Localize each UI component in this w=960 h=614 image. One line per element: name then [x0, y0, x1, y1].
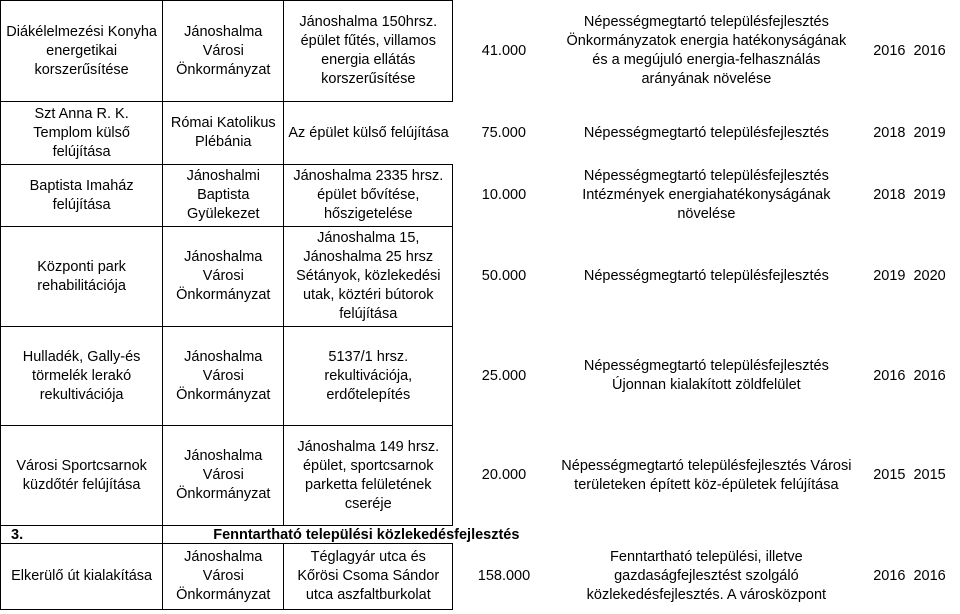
project-location: Jánoshalma 2335 hrsz. épület bővítése, hőszigetelése	[284, 165, 453, 227]
funding-program: Népességmegtartó településfejlesztés Intézmények energiahatékonyságának növelése	[582, 168, 831, 222]
beneficiary: Jánoshalmi Baptista Gyülekezet	[163, 165, 284, 227]
start-year: 2015	[873, 467, 906, 483]
project-location: 5137/1 hrsz. rekultivációja, erdőtelepítés	[284, 327, 453, 426]
project-amount: 50.000	[481, 268, 527, 284]
table-row	[1, 327, 960, 426]
table-row	[1, 227, 960, 327]
funding-program: Népességmegtartó településfejlesztés Önkormányzatok energia hatékonyságának és a megújuló energia-felhasználás arányának növelése	[566, 14, 847, 87]
project-amount: 25.000	[481, 367, 527, 384]
beneficiary: Jánoshalma Városi Önkormányzat	[163, 227, 284, 327]
start-year: 2016	[873, 568, 906, 584]
project-location: Az épület külső felújítása	[288, 124, 449, 141]
funding-program: Fenntartható települési, illetve gazdaságfejlesztést szolgáló közlekedésfejlesztés. A városközpont	[586, 549, 827, 603]
start-year: 2018	[873, 187, 906, 203]
end-year: 2019	[913, 187, 946, 203]
end-year: 2019	[913, 124, 946, 141]
project-location: Téglagyár utca és Kőrösi Csoma Sándor utca aszfaltburkolat	[284, 544, 453, 610]
section-title: Fenntartható települési közlekedésfejlesztés	[213, 526, 520, 543]
end-year: 2016	[913, 42, 946, 59]
project-name: Hulladék, Gally-és törmelék lerakó rekultivációja	[1, 327, 163, 426]
project-name: Baptista Imaház felújítása	[1, 165, 163, 227]
funding-program: Népességmegtartó településfejlesztés	[583, 124, 829, 141]
project-name: Elkerülő út kialakítása	[1, 544, 163, 610]
project-name: Szt Anna R. K. Templom külső felújítása	[1, 102, 163, 165]
section-number: 3.	[1, 526, 163, 544]
end-year: 2016	[913, 568, 946, 584]
project-amount: 10.000	[481, 187, 527, 203]
table-row	[1, 1, 960, 102]
end-year: 2015	[913, 467, 946, 483]
end-year: 2016	[913, 367, 946, 384]
project-amount: 41.000	[481, 42, 527, 59]
project-amount: 75.000	[481, 124, 526, 141]
table-row	[1, 426, 960, 526]
beneficiary: Jánoshalma Városi Önkormányzat	[163, 544, 284, 610]
project-location: Jánoshalma 150hrsz. épület fűtés, villamos energia ellátás korszerűsítése	[284, 1, 453, 102]
beneficiary: Római Katolikus Plébánia	[163, 102, 284, 165]
funding-program: Népességmegtartó településfejlesztés	[583, 268, 829, 284]
end-year: 2020	[913, 268, 946, 284]
funding-program: Népességmegtartó településfejlesztés Városi területeken épített köz-épületek felújítása	[561, 457, 852, 493]
beneficiary: Jánoshalma Városi Önkormányzat	[163, 1, 284, 102]
start-year: 2016	[873, 367, 906, 384]
table-row	[1, 102, 960, 165]
table-row	[1, 544, 960, 610]
project-location: Jánoshalma 149 hrsz. épület, sportcsarnok parketta felületének cseréje	[284, 426, 453, 526]
start-year: 2019	[873, 268, 906, 284]
start-year: 2016	[873, 42, 906, 59]
section-header-row	[1, 526, 960, 544]
funding-program: Népességmegtartó településfejlesztés Újonnan kialakított zöldfelület	[583, 358, 829, 393]
beneficiary: Jánoshalma Városi Önkormányzat	[163, 327, 284, 426]
project-name: Városi Sportcsarnok küzdőtér felújítása	[1, 426, 163, 526]
project-amount: 158.000	[477, 568, 531, 584]
start-year: 2018	[873, 124, 906, 141]
project-amount: 20.000	[481, 467, 527, 483]
beneficiary: Jánoshalma Városi Önkormányzat	[163, 426, 284, 526]
project-location: Jánoshalma 15, Jánoshalma 25 hrsz Sétányok, közlekedési utak, köztéri bútorok felújítása	[284, 227, 453, 327]
table-row	[1, 165, 960, 227]
project-name: Diákélelmezési Konyha energetikai korszerűsítése	[1, 1, 163, 102]
project-name: Központi park rehabilitációja	[1, 227, 163, 327]
